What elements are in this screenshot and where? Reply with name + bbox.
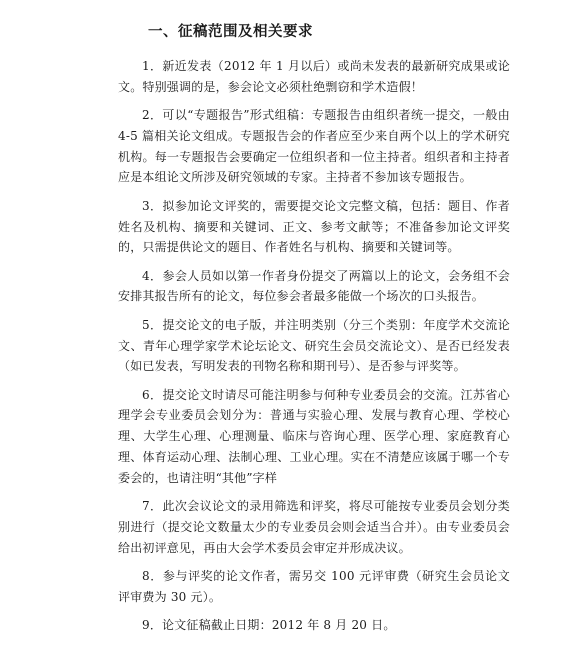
requirement-item-6: 6．提交论文时请尽可能注明参与何种专业委员会的交流。江苏省心理学会专业委员会划分为：普通与实验心理、发展与教育心理、学校心理、大学生心理、心理测量、临床与咨询心理、医学心理、家庭教育心理、体育运动心理、法制心理、工业心理。实在不清楚应该属于哪一个专委会的，也请注明“其他”字样: [118, 387, 510, 485]
requirement-item-2: 2．可以“专题报告”形式组稿：专题报告由组织者统一提交，一般由4-5 篇相关论文组成。专题报告会的作者应至少来自两个以上的学术研究机构。每一专题报告会要确定一位组织者和一位主持者。组织者和主持者应是本组论文所涉及研究领域的专家。主持者不参加该专题报告。: [118, 108, 510, 185]
requirement-item-5: 5．提交论文的电子版，并注明类别（分三个类别：年度学术交流论文、青年心理学家学术论坛论文、研究生会员交流论文）、是否已经发表（如已发表，写明发表的刊物名称和期刊号）、是否参与评奖等。: [118, 317, 510, 374]
requirement-item-4: 4．参会人员如以第一作者身份提交了两篇以上的论文，会务组不会安排其报告所有的论文，每位参会者最多能做一个场次的口头报告。: [118, 268, 510, 304]
requirement-item-8: 8．参与评奖的论文作者，需另交 100 元评审费（研究生会员论文评审费为 30 元）。: [118, 569, 510, 604]
requirement-item-7: 7．此次会议论文的录用筛选和评奖，将尽可能按专业委员会划分类别进行（提交论文数量太少的专业委员会则会适当合并）。由专业委员会给出初评意见，再由大会学术委员会审定并形成决议。: [118, 499, 510, 555]
section-heading: 一、征稿范围及相关要求: [148, 24, 313, 40]
requirement-item-9: 9．论文征稿截止日期：2012 年 8 月 20 日。: [142, 618, 396, 633]
requirement-item-3: 3．拟参加论文评奖的，需要提交论文完整文稿，包括：题目、作者姓名及机构、摘要和关键词、正文、参考文献等；不准备参加论文评奖的，只需提供论文的题目、作者姓名与机构、摘要和关键词等。: [118, 198, 510, 255]
requirement-item-1: 1．新近发表（2012 年 1 月以后）或尚未发表的最新研究成果或论文。特别强调的是，参会论文必须杜绝剽窃和学术造假！: [118, 59, 510, 94]
requirements-list: [118, 56, 510, 643]
